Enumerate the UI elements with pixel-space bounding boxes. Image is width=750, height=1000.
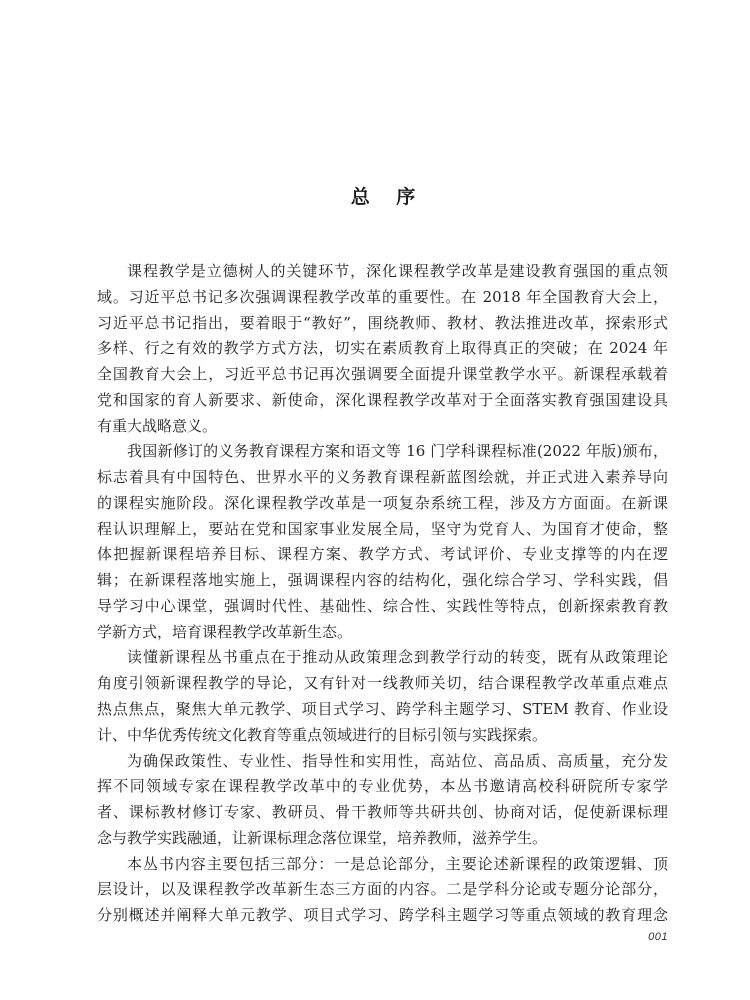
page-title: 总 序 (350, 186, 426, 208)
text-line: 课程教学是立德树人的关键环节，深化课程教学改革是建设教育强国的重点领 (127, 262, 668, 280)
text-line: 计、中华优秀传统文化教育等重点领域进行的目标引领与实践探索。 (97, 725, 548, 744)
text-line: 本丛书内容主要包括三部分：一是总论部分，主要论述新课程的政策逻辑、顶 (127, 854, 668, 873)
text-line: 全国教育大会上，习近平总书记再次强调要全面提升课堂教学水平。新课程承载着 (97, 365, 668, 384)
text-line: 域。习近平总书记多次强调课程教学改革的重要性。在 2018 年全国教育大会上， (97, 287, 668, 306)
text-line: 体把握新课程培养目标、课程方案、教学方式、考试评价、专业支撑等的内在逻 (97, 545, 668, 564)
paragraph-2 (97, 439, 668, 645)
text-line: 层设计，以及课程教学改革新生态三方面的内容。二是学科分论或专题分论部分， (97, 880, 668, 899)
text-line: 挥不同领域专家在课程教学改革中的专业优势，本丛书邀请高校科研院所专家学 (97, 777, 668, 796)
text-line: 有重大战略意义。 (97, 416, 218, 435)
text-line: 标志着具有中国特色、世界水平的义务教育课程新蓝图绘就，并正式进入素养导向 (97, 468, 668, 487)
text-line: 分别概述并阐释大单元教学、项目式学习、跨学科主题学习等重点领域的教育理念 (97, 906, 668, 925)
text-line: 习近平总书记指出，要着眼于“教好”，围绕教师、教材、教法推进改革，探索形式 (97, 313, 668, 332)
paragraph-5 (97, 852, 668, 929)
text-line: 学新方式，培育课程教学改革新生态。 (97, 622, 353, 641)
text-line: 程认识理解上，要站在党和国家事业发展全局，坚守为党育人、为国育才使命，整 (97, 519, 668, 538)
text-line: 我国新修订的义务教育课程方案和语文等 16 门学科课程标准(2022 年版)颁布， (127, 442, 668, 461)
paragraph-1 (97, 259, 668, 439)
text-line: 为确保政策性、专业性、指导性和实用性，高站位、高品质、高质量，充分发 (127, 751, 668, 770)
text-line: 热点焦点，聚焦大单元教学、项目式学习、跨学科主题学习、STEM 教育、作业设 (97, 700, 668, 719)
text-line: 者、课标教材修订专家、教研员、骨干教师等共研共创、协商对话，促使新课标理 (97, 803, 668, 822)
paragraph-3 (97, 645, 668, 748)
text-line: 读懂新课程丛书重点在于推动从政策理念到教学行动的转变，既有从政策理论 (127, 648, 668, 667)
page-number: 001 (648, 931, 668, 943)
paragraph-4 (97, 749, 668, 852)
text-line: 多样、行之有效的教学方式方法，切实在素质教育上取得真正的突破；在 2024 年 (97, 339, 668, 358)
text-line: 辑；在新课程落地实施上，强调课程内容的结构化，强化综合学习、学科实践，倡 (97, 571, 668, 590)
text-line: 导学习中心课堂，强调时代性、基础性、综合性、实践性等特点，创新探索教育教 (97, 596, 668, 615)
text-line: 角度引领新课程教学的导论，又有针对一线教师关切，结合课程教学改革重点难点 (97, 674, 668, 693)
text-line: 党和国家的育人新要求、新使命，深化课程教学改革对于全面落实教育强国建设具 (97, 390, 668, 409)
text-line: 念与教学实践融通，让新课标理念落位课堂，培养教师，滋养学生。 (97, 828, 548, 847)
text-line: 的课程实施阶段。深化课程教学改革是一项复杂系统工程，涉及方方面面。在新课 (97, 493, 668, 512)
body-text (97, 259, 668, 929)
